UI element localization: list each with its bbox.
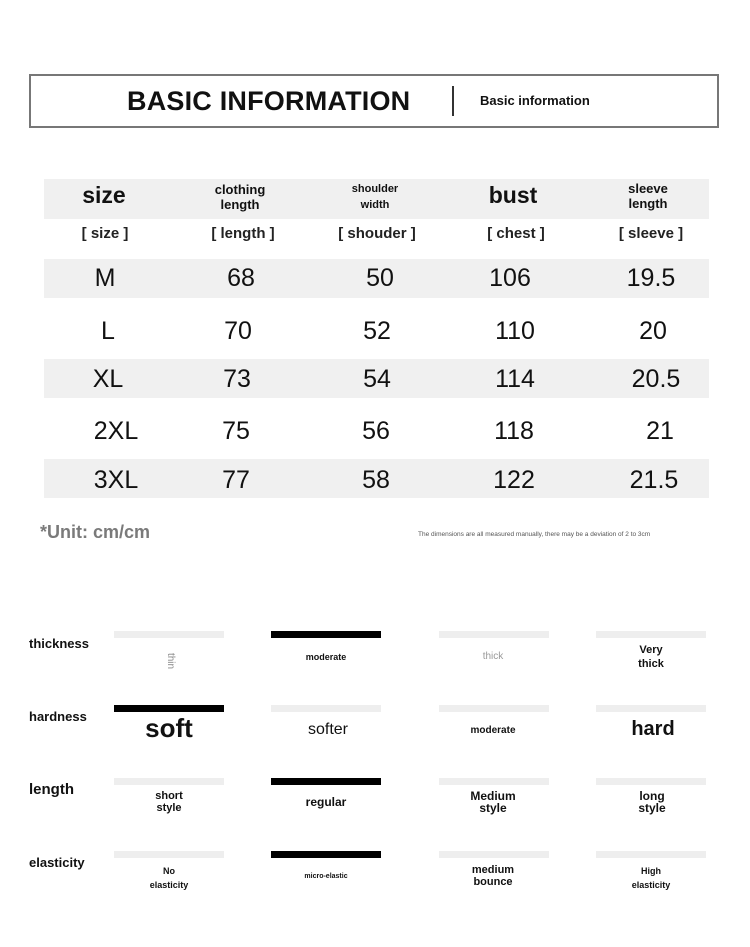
scale-bar-selected [271, 851, 381, 858]
table-cell-size: M [94, 264, 116, 292]
table-cell-bust: 114 [495, 365, 535, 393]
attribute-option: thick [482, 651, 504, 662]
attribute-option: High elasticity [631, 866, 671, 890]
attribute-option: short style [155, 790, 183, 814]
scale-bar [596, 851, 706, 858]
table-cell-shoulder: 50 [366, 264, 394, 292]
attribute-label-thickness: thickness [29, 636, 89, 651]
table-cell-sleeve: 20.5 [631, 365, 681, 393]
table-cell-size: XL [92, 365, 124, 393]
table-cell-length: 68 [227, 264, 255, 292]
scale-bar [439, 631, 549, 638]
table-cell-size: 3XL [93, 466, 139, 494]
table-cell-length: 77 [222, 466, 250, 494]
header-divider [452, 86, 454, 116]
table-cell-length: 73 [223, 365, 251, 393]
column-subheader-chest: [ chest ] [487, 225, 545, 242]
attribute-option: thin [165, 652, 176, 670]
scale-bar-selected [114, 705, 224, 712]
table-cell-shoulder: 58 [362, 466, 390, 494]
scale-bar [114, 631, 224, 638]
column-subheader-shoulder: [ shouder ] [338, 225, 416, 242]
scale-bar [439, 851, 549, 858]
table-cell-bust: 118 [494, 417, 534, 445]
table-cell-sleeve: 20 [639, 317, 667, 345]
scale-bar-selected [271, 631, 381, 638]
attribute-option: Medium style [470, 789, 516, 815]
column-header-bust: bust [488, 182, 538, 208]
page-title: BASIC INFORMATION [127, 86, 411, 116]
scale-bar [596, 778, 706, 785]
table-cell-sleeve: 19.5 [626, 264, 676, 292]
column-header-sleeve-length: sleeve length [628, 181, 668, 211]
table-cell-shoulder: 56 [362, 417, 390, 445]
scale-bar [439, 705, 549, 712]
attribute-label-length: length [29, 781, 74, 798]
column-subheader-length: [ length ] [211, 225, 275, 242]
scale-bar [114, 851, 224, 858]
attribute-option-selected: regular [305, 795, 347, 809]
table-cell-length: 75 [222, 417, 250, 445]
attribute-option: No elasticity [149, 866, 189, 890]
column-subheader-size: [ size ] [81, 225, 129, 242]
table-cell-size: L [101, 317, 115, 345]
attribute-option: long style [638, 789, 666, 815]
scale-bar [114, 778, 224, 785]
table-cell-bust: 110 [495, 317, 535, 345]
scale-bar [271, 705, 381, 712]
attribute-label-hardness: hardness [29, 709, 87, 724]
table-cell-sleeve: 21 [646, 417, 674, 445]
column-header-shoulder-width: shoulder width [351, 183, 399, 211]
column-header-size: size [82, 182, 126, 208]
attribute-option-selected: moderate [305, 652, 347, 662]
scale-bar [439, 778, 549, 785]
attribute-option: moderate [470, 725, 516, 736]
column-subheader-sleeve: [ sleeve ] [618, 225, 684, 242]
scale-bar [596, 631, 706, 638]
scale-bar-selected [271, 778, 381, 785]
scale-bar [596, 705, 706, 712]
attribute-option: medium bounce [471, 864, 515, 888]
table-cell-length: 70 [224, 317, 252, 345]
measurement-disclaimer: The dimensions are all measured manually, there may be a deviation of 2 to 3cm [418, 531, 651, 538]
table-cell-shoulder: 52 [363, 317, 391, 345]
table-cell-shoulder: 54 [363, 365, 391, 393]
attribute-option: hard [631, 718, 675, 740]
table-cell-bust: 122 [493, 466, 535, 494]
attribute-label-elasticity: elasticity [29, 855, 85, 870]
table-cell-sleeve: 21.5 [629, 466, 679, 494]
unit-note: *Unit: cm/cm [40, 522, 151, 542]
column-header-clothing-length: clothing length [214, 182, 266, 212]
table-cell-bust: 106 [489, 264, 531, 292]
attribute-option: softer [307, 721, 348, 738]
page-subtitle: Basic information [480, 93, 590, 108]
attribute-option: Very thick [638, 644, 664, 670]
table-cell-size: 2XL [93, 417, 139, 445]
attribute-option-selected: micro-elastic [304, 873, 348, 880]
attribute-option-selected: soft [145, 713, 193, 743]
